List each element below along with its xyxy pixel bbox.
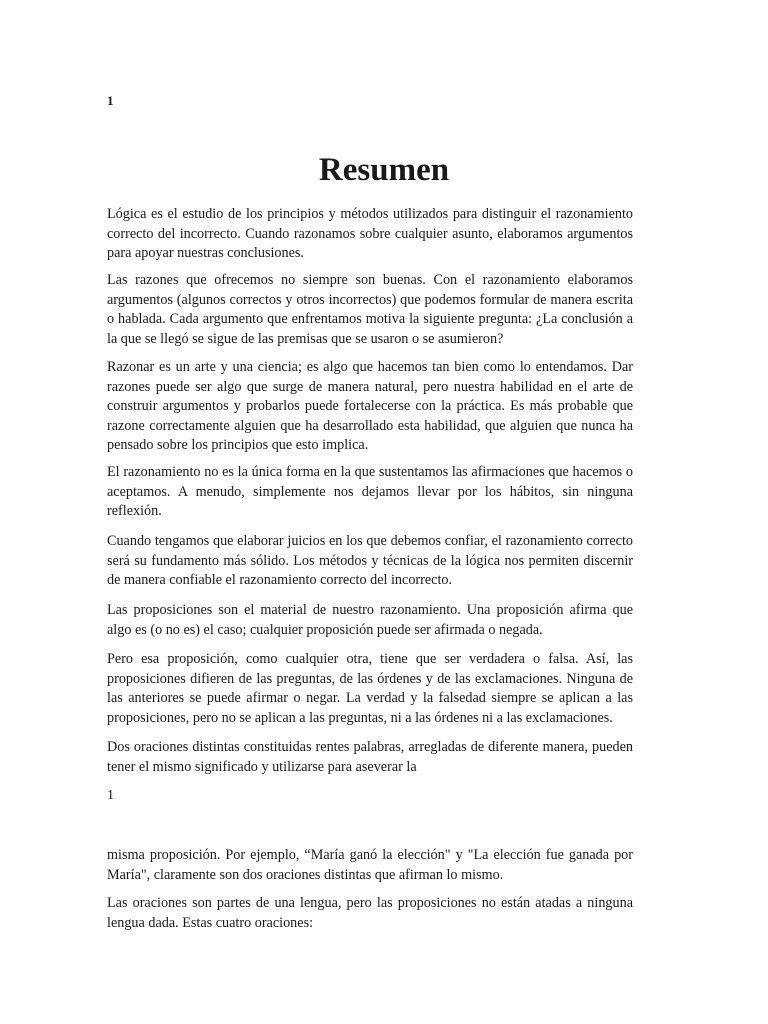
- paragraph-7: [107, 650, 633, 728]
- paragraph-text: Pero esa proposición, como cualquier otra, tiene que ser verdadera o falsa. Así, las proposiciones difieren de las preguntas, de las órdenes y de las exclamaciones. Ninguna de las anteriores se puede afirmar o negar. La verdad y la falsedad siempre se aplican a las proposiciones, pero no se aplican a las preguntas, ni a las órdenes ni a las exclamaciones.: [107, 651, 633, 726]
- paragraph-text: Lógica es el estudio de los principios y métodos utilizados para distinguir el razonamiento correcto del incorrecto. Cuando razonamos sobre cualquier asunto, elaboramos argumentos para apoyar nuestras conclusiones.: [107, 206, 633, 261]
- paragraph-1: [107, 205, 633, 264]
- paragraph-2: [107, 271, 633, 349]
- continuation-paragraph-2: [107, 894, 633, 933]
- paragraph-text: Las proposiciones son el material de nuestro razonamiento. Una proposición afirma que algo es (o no es) el caso; cualquier proposición puede ser afirmada o negada.: [107, 602, 633, 638]
- continuation-paragraph-1: [107, 846, 633, 885]
- paragraph-text: Dos oraciones distintas constituidas rentes palabras, arregladas de diferente manera, pueden tener el mismo significado y utilizarse para aseverar la: [107, 739, 633, 775]
- paragraph-text: El razonamiento no es la única forma en la que sustentamos las afirmaciones que hacemos o aceptamos. A menudo, simplemente nos dejamos llevar por los hábitos, sin ninguna reflexión.: [107, 464, 633, 519]
- paragraph-6: [107, 601, 633, 640]
- paragraph-3: [107, 358, 633, 456]
- page-number-footer: 1: [107, 788, 114, 803]
- paragraph-4: [107, 463, 633, 522]
- document-title: Resumen: [318, 152, 450, 188]
- paragraph-text: Las razones que ofrecemos no siempre son buenas. Con el razonamiento elaboramos argumentos (algunos correctos y otros incorrectos) que podemos formular de manera escrita o hablada. Cada argumento que enfrentamos motiva la siguiente pregunta: ¿La conclusión a la que se llegó se sigue de las premisas que se usaron o se asumieron?: [107, 272, 633, 347]
- paragraph-text: Cuando tengamos que elaborar juicios en los que debemos confiar, el razonamiento correcto será su fundamento más sólido. Los métodos y técnicas de la lógica nos permiten discernir de manera confiable el razonamiento correcto del incorrecto.: [107, 533, 633, 588]
- paragraph-text: misma proposición. Por ejemplo, “María ganó la elección" y "La elección fue ganada por María", claramente son dos oraciones distintas que afirman lo mismo.: [107, 847, 633, 883]
- paragraph-5: [107, 532, 633, 591]
- paragraph-text: Las oraciones son partes de una lengua, pero las proposiciones no están atadas a ninguna lengua dada. Estas cuatro oraciones:: [107, 895, 633, 931]
- paragraph-text: Razonar es un arte y una ciencia; es algo que hacemos tan bien como lo entendamos. Dar razones puede ser algo que surge de manera natural, pero nuestra habilidad en el arte de construir argumentos y probarlos puede fortalecerse con la práctica. Es más probable que razone correctamente alguien que ha desarrollado esta habilidad, que alguien que nunca ha pensado sobre los principios que esto implica.: [107, 359, 633, 453]
- paragraph-8: [107, 738, 633, 777]
- page-number-top: 1: [107, 93, 114, 108]
